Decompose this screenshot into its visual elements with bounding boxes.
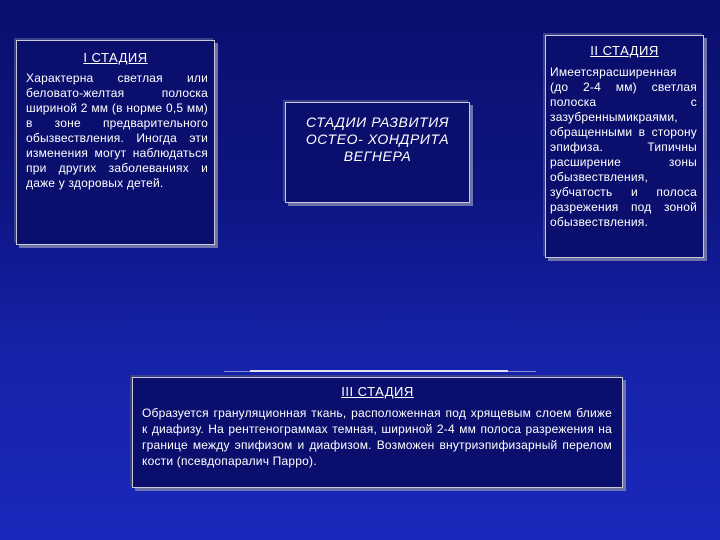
center-title-box: [285, 102, 470, 203]
stage-1-title: I СТАДИЯ: [83, 50, 148, 65]
divider-line-accent: [250, 370, 508, 372]
stage-3-title: III СТАДИЯ: [341, 384, 414, 399]
stage-1-text: Характерна светлая или беловато-желтая полоска шириной 2 мм (в норме 0,5 мм) в зоне предварительного обызвествления. Иногда эти изменения могут наблюдаться при других заболеваниях и даже у здоровых детей.: [26, 71, 208, 190]
center-title-line-2: ОСТЕО- ХОНДРИТА: [305, 131, 450, 147]
stage-3-box: [132, 377, 623, 488]
center-title-line-3: ВЕГНЕРА: [343, 148, 412, 164]
stage-2-title: II СТАДИЯ: [590, 43, 659, 58]
center-title: [286, 114, 469, 165]
stage-3-text: Образуется грануляционная ткань, расположенная под хрящевым слоем ближе к диафизу. На рентгенограммах темная, шириной 2-4 мм полоса разрежения на границе между эпифизом и диафизом. Возможен внутриэпифизарный перелом кости (псевдопаралич Парро).: [142, 406, 612, 468]
stage-2-text: Имеетсярасширенная (до 2-4 мм) светлая полоска с зазубреннымикраями, обращенными в сторону эпифиза. Типичны расширение зоны обызвествления, зубчатость и полоса разрежения под зоной обызвествления.: [550, 65, 697, 229]
stage-1-box: [16, 40, 215, 245]
center-title-line-1: СТАДИИ РАЗВИТИЯ: [305, 114, 450, 130]
stage-2-box: [545, 35, 704, 258]
